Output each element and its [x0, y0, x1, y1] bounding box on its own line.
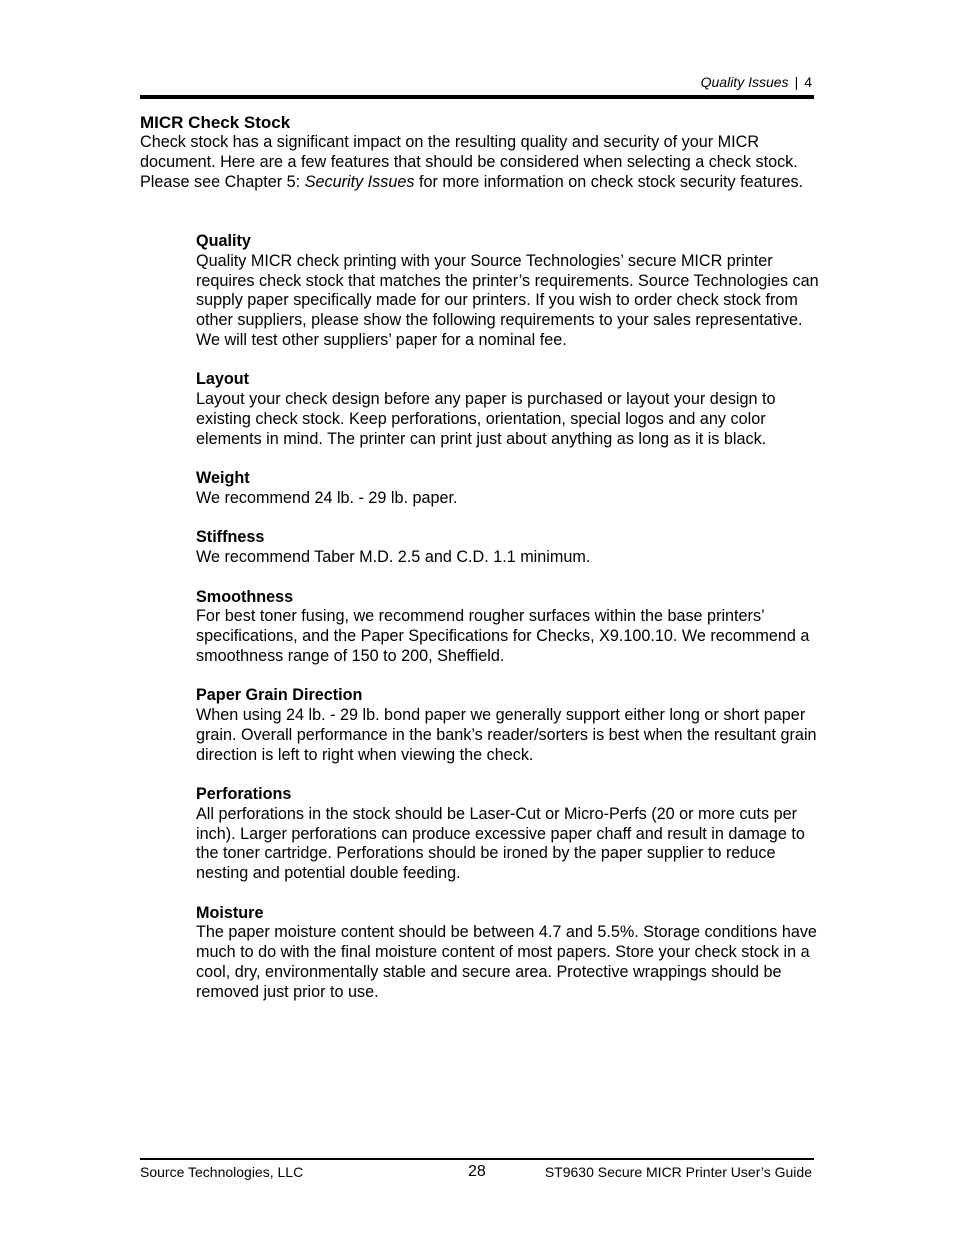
- intro-text-end: for more information on check stock security features.: [414, 172, 804, 191]
- subsection-moisture: [196, 904, 820, 1003]
- header-section-name: Quality Issues: [700, 74, 789, 90]
- subsection-weight: [196, 469, 820, 509]
- subsection-heading: Smoothness: [196, 587, 294, 606]
- header-chapter-number: 4: [804, 74, 812, 90]
- subsection-heading: Layout: [196, 370, 250, 389]
- subsection-heading: Paper Grain Direction: [196, 686, 363, 705]
- subsection-heading: Moisture: [196, 903, 264, 922]
- header-rule: [140, 95, 814, 99]
- footer-guide-title: ST9630 Secure MICR Printer User’s Guide: [544, 1164, 812, 1180]
- header-separator: |: [794, 74, 799, 90]
- subsection-perforations: [196, 785, 820, 884]
- subsection-layout: [196, 370, 820, 449]
- footer-rule: [140, 1158, 814, 1160]
- subsection-body: When using 24 lb. - 29 lb. bond paper we generally support either long or short paper grain. Overall performance in the bank’s reader/sorters is best when the resultant grain direction is left to right when viewing the check.: [196, 706, 817, 764]
- intro-chapter-reference: Security Issues: [304, 172, 415, 191]
- subsection-body: Layout your check design before any paper is purchased or layout your design to existing check stock. Keep perforations, orientation, special logos and any color elements in mind. The printer can print just about anything as long as it is black.: [196, 390, 776, 448]
- subsection-quality: [196, 232, 820, 351]
- subsection-body: The paper moisture content should be between 4.7 and 5.5%. Storage conditions have much to do with the final moisture content of most papers. Store your check stock in a cool, dry, environmentally stable and secure area. Protective wrappings should be removed just prior to use.: [196, 923, 817, 1001]
- section-title: MICR Check Stock: [140, 113, 291, 132]
- subsection-list: [196, 232, 820, 1022]
- section-intro: [140, 133, 820, 192]
- subsection-body: We recommend 24 lb. - 29 lb. paper.: [196, 488, 458, 507]
- intro-text-start: Check stock has a significant impact on the resulting quality and security of your MICR document. Here are a few features that should be considered when selecting a check stock. Please see Chapter 5:: [140, 133, 798, 191]
- subsection-heading: Stiffness: [196, 528, 265, 547]
- subsection-heading: Perforations: [196, 785, 292, 804]
- footer-page-number: 28: [468, 1163, 486, 1180]
- subsection-smoothness: [196, 588, 820, 667]
- subsection-body: We recommend Taber M.D. 2.5 and C.D. 1.1 minimum.: [196, 548, 591, 567]
- subsection-paper-grain-direction: [196, 686, 820, 765]
- subsection-heading: Weight: [196, 469, 250, 488]
- subsection-body: All perforations in the stock should be Laser-Cut or Micro-Perfs (20 or more cuts per inch). Larger perforations can produce excessive paper chaff and result in damage to the toner cartridge. Perforations should be ironed by the paper supplier to reduce nesting and potential double feeding.: [196, 804, 805, 883]
- subsection-body: Quality MICR check printing with your Source Technologies’ secure MICR printer requires check stock that matches the printer’s requirements. Source Technologies can supply paper specifically made for our printers. If you wish to order check stock from other suppliers, please show the following requirements to your sales representative. We will test other suppliers’ paper for a nominal fee.: [196, 251, 819, 349]
- subsection-body: For best toner fusing, we recommend rougher surfaces within the base printers’ specifications, and the Paper Specifications for Checks, X9.100.10. We recommend a smoothness range of 150 to 200, Sheffield.: [196, 607, 810, 665]
- page-footer: [140, 1162, 812, 1182]
- footer-company: Source Technologies, LLC: [140, 1164, 304, 1180]
- subsection-heading: Quality: [196, 232, 251, 250]
- subsection-stiffness: [196, 528, 820, 568]
- running-header: [140, 73, 812, 91]
